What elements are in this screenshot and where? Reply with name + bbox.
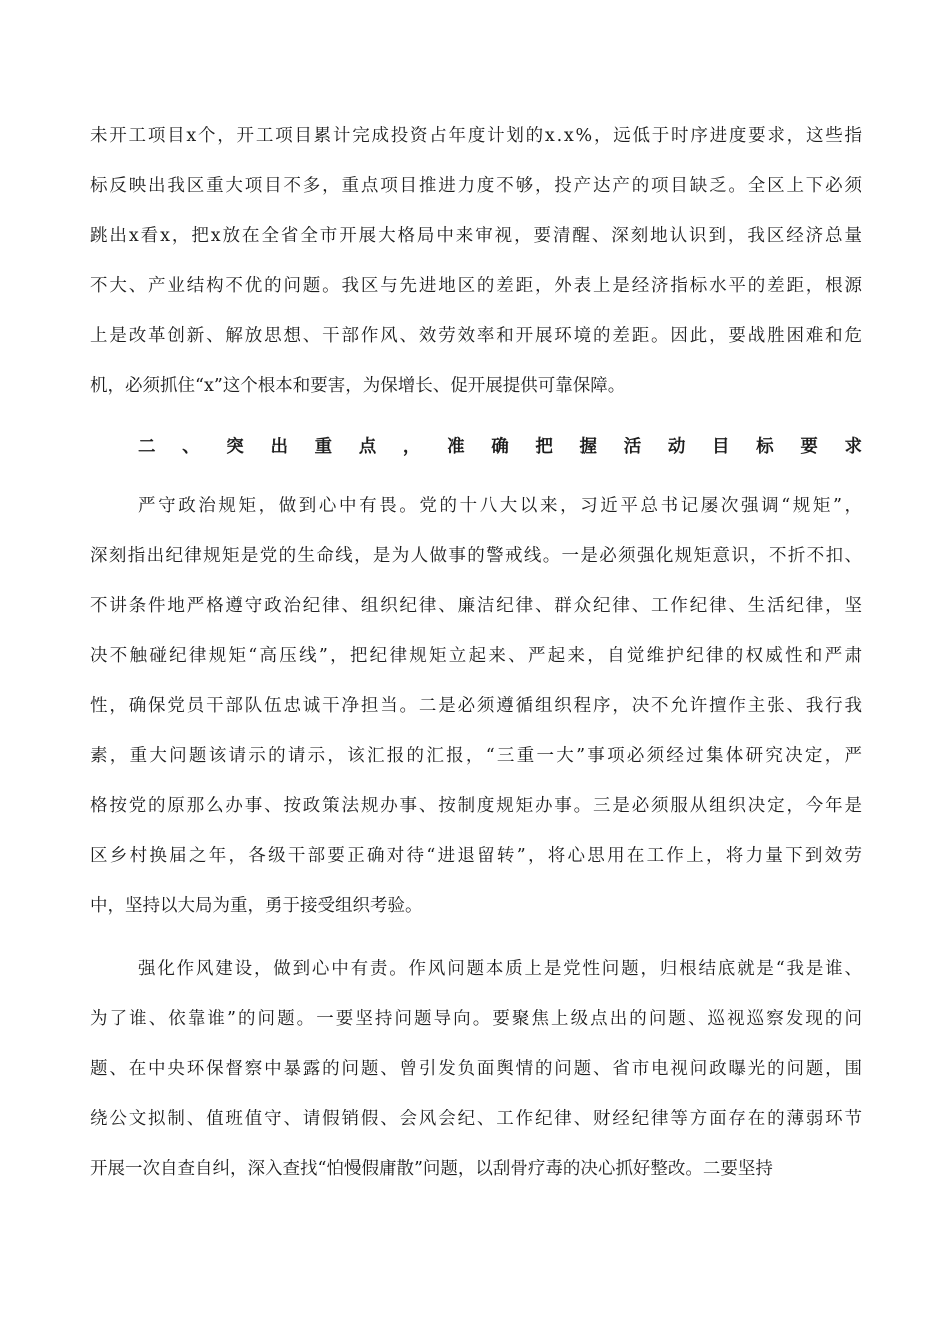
paragraph-line bbox=[0, 741, 950, 771]
paragraph-line bbox=[0, 1054, 950, 1084]
line-text: 跳出x看x，把x放在全省全市开展大格局中来审视，要清醒、深刻地认识到，我区经济总量 bbox=[90, 226, 864, 246]
line-text: 决不触碰纪律规矩“高压线”，把纪律规矩立起来、严起来，自觉维护纪律的权威性和严肃 bbox=[90, 646, 865, 666]
paragraph-line bbox=[0, 954, 950, 984]
paragraph-line bbox=[0, 371, 950, 401]
line-text: 标反映出我区重大项目不多，重点项目推进力度不够，投产达产的项目缺乏。全区上下必须 bbox=[90, 176, 864, 196]
line-text: 未开工项目x个，开工项目累计完成投资占年度计划的x.x%，远低于时序进度要求，这些指 bbox=[90, 126, 864, 146]
paragraph-line bbox=[0, 171, 950, 201]
heading-text: 二、突出重点，准确把握活动目标要求 bbox=[138, 437, 889, 457]
paragraph-line bbox=[0, 121, 950, 151]
paragraph-line bbox=[0, 321, 950, 351]
line-text: 深刻指出纪律规矩是党的生命线，是为人做事的警戒线。一是必须强化规矩意识，不折不扣、 bbox=[90, 546, 864, 566]
line-text: 题、在中央环保督察中暴露的问题、曾引发负面舆情的问题、省市电视问政曝光的问题，围 bbox=[90, 1059, 864, 1079]
line-text: 性，确保党员干部队伍忠诚干净担当。二是必须遵循组织程序，决不允许擅作主张、我行我 bbox=[90, 696, 864, 716]
line-text: 格按党的原那么办事、按政策法规办事、按制度规矩办事。三是必须服从组织决定，今年是 bbox=[90, 796, 864, 816]
line-text: 为了谁、依靠谁”的问题。一要坚持问题导向。要聚焦上级点出的问题、巡视巡察发现的问 bbox=[90, 1009, 865, 1029]
paragraph-line bbox=[0, 791, 950, 821]
line-text: 上是改革创新、解放思想、干部作风、效劳效率和开展环境的差距。因此，要战胜困难和危 bbox=[90, 326, 864, 346]
paragraph-line bbox=[0, 221, 950, 251]
paragraph-line bbox=[0, 1004, 950, 1034]
line-text: 素，重大问题该请示的请示，该汇报的汇报，“三重一大”事项必须经过集体研究决定，严 bbox=[90, 746, 865, 766]
paragraph-line bbox=[0, 891, 950, 921]
line-text: 区乡村换届之年，各级干部要正确对待“进退留转”，将心思用在工作上，将力量下到效劳 bbox=[90, 846, 865, 866]
paragraph-line bbox=[0, 271, 950, 301]
line-text: 绕公文拟制、值班值守、请假销假、会风会纪、工作纪律、财经纪律等方面存在的薄弱环节 bbox=[90, 1109, 864, 1129]
line-text: 机，必须抓住“x”这个根本和要害，为保增长、促开展提供可靠保障。 bbox=[90, 376, 626, 396]
paragraph-line bbox=[0, 591, 950, 621]
line-text: 严守政治规矩，做到心中有畏。党的十八大以来，习近平总书记屡次强调“规矩”， bbox=[138, 496, 865, 516]
line-text: 不大、产业结构不优的问题。我区与先进地区的差距，外表上是经济指标水平的差距，根源 bbox=[90, 276, 864, 296]
paragraph-line bbox=[0, 841, 950, 871]
paragraph-line bbox=[0, 1104, 950, 1134]
paragraph-line bbox=[0, 491, 950, 521]
line-text: 开展一次自查自纠，深入查找“怕慢假庸散”问题，以刮骨疗毒的决心抓好整改。二要坚持 bbox=[90, 1159, 773, 1179]
section-heading bbox=[0, 432, 950, 462]
paragraph-line bbox=[0, 541, 950, 571]
line-text: 中，坚持以大局为重，勇于接受组织考验。 bbox=[90, 896, 423, 916]
line-text: 不讲条件地严格遵守政治纪律、组织纪律、廉洁纪律、群众纪律、工作纪律、生活纪律，坚 bbox=[90, 596, 864, 616]
paragraph-line bbox=[0, 1154, 950, 1184]
paragraph-line bbox=[0, 641, 950, 671]
line-text: 强化作风建设，做到心中有责。作风问题本质上是党性问题，归根结底就是“我是谁、 bbox=[138, 959, 864, 979]
paragraph-line bbox=[0, 691, 950, 721]
